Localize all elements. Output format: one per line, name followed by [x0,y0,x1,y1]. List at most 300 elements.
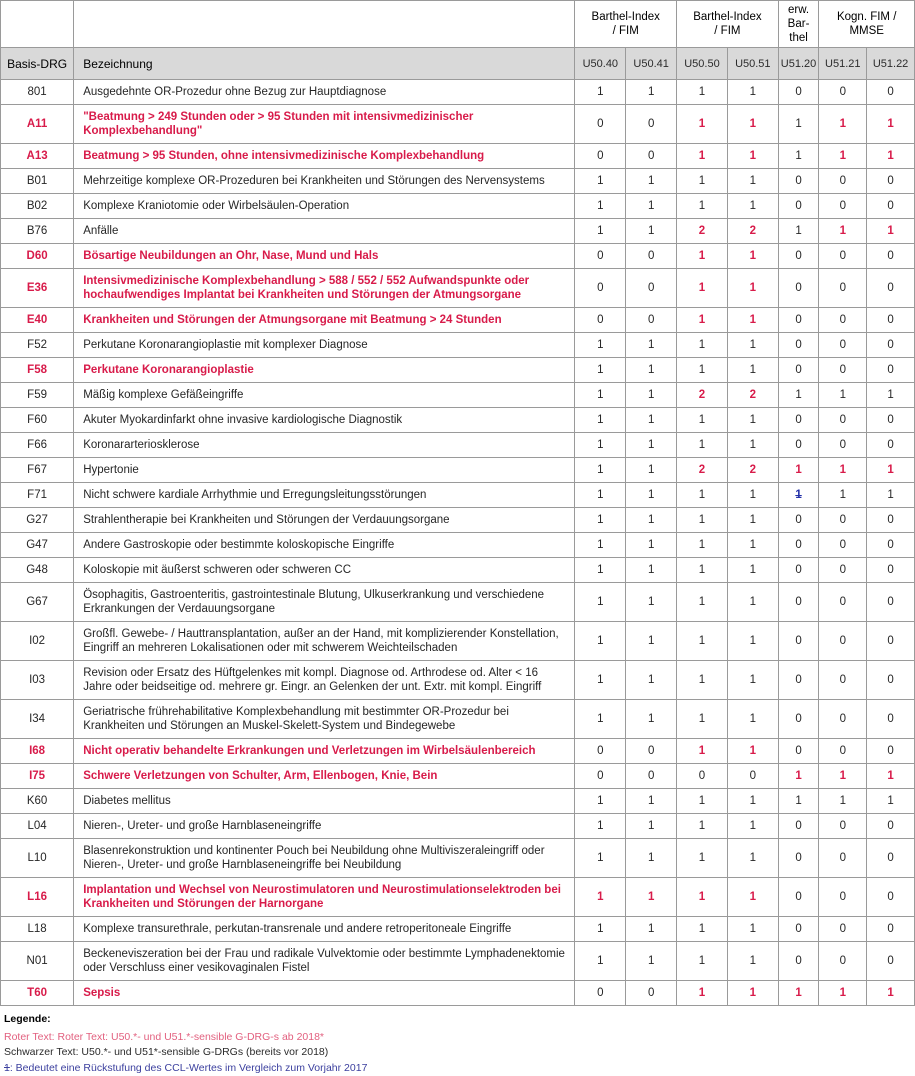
cell-value-U50.40: 1 [575,789,626,814]
cell-value-U50.50: 1 [677,408,728,433]
cell-value-U50.51: 1 [727,244,778,269]
cell-bezeichnung: Akuter Myokardinfarkt ohne invasive kardiologische Diagnostik [74,408,575,433]
cell-value-U51.21: 1 [819,219,867,244]
cell-value-U50.40: 0 [575,739,626,764]
cell-value-U50.51: 2 [727,219,778,244]
cell-value-U50.41: 1 [626,583,677,622]
cell-bezeichnung: Hypertonie [74,458,575,483]
header-group-barthel-1 [575,1,677,48]
cell-value-U51.20: 0 [778,333,819,358]
header-group-line: thel [780,31,818,45]
cell-value-U50.41: 1 [626,80,677,105]
cell-value-U51.20: 0 [778,508,819,533]
cell-value-U51.20: 1 [778,981,819,1006]
cell-value-U51.22: 1 [867,789,915,814]
cell-basis-drg: G48 [1,558,74,583]
cell-value-U50.41: 0 [626,739,677,764]
cell-value-U50.50: 1 [677,661,728,700]
cell-value-U51.21: 0 [819,308,867,333]
cell-value-U51.22: 1 [867,981,915,1006]
table-row [1,583,915,622]
cell-value-U51.22: 0 [867,583,915,622]
cell-value-U51.20: 0 [778,308,819,333]
cell-value-U50.40: 0 [575,244,626,269]
cell-value-U50.40: 0 [575,764,626,789]
table-row [1,789,915,814]
cell-value-U50.51: 1 [727,533,778,558]
cell-basis-drg: B01 [1,169,74,194]
cell-basis-drg: I02 [1,622,74,661]
cell-bezeichnung: Komplexe Kraniotomie oder Wirbelsäulen-Operation [74,194,575,219]
cell-value-U51.20: 1 [778,383,819,408]
cell-value-U50.51: 1 [727,308,778,333]
header-code-row [1,48,915,80]
cell-value-U51.20: 1 [778,458,819,483]
cell-value-U51.22: 0 [867,942,915,981]
cell-bezeichnung: Komplexe transurethrale, perkutan-transrenale und andere retroperitoneale Eingriffe [74,917,575,942]
cell-value-U50.51: 0 [727,764,778,789]
cell-value-U51.22: 1 [867,483,915,508]
cell-value-U50.41: 1 [626,622,677,661]
table-row [1,739,915,764]
cell-value-U50.51: 1 [727,358,778,383]
cell-value-U50.40: 1 [575,383,626,408]
cell-value-U51.20: 0 [778,80,819,105]
cell-basis-drg: I68 [1,739,74,764]
cell-bezeichnung: Blasenrekonstruktion und kontinenter Pouch bei Neubildung ohne Multiviszeraleingriff oder Nieren-, Ureter- und große Harnblaseneingriffe bei Neubildung [74,839,575,878]
table-head [1,1,915,80]
cell-value-U50.41: 1 [626,558,677,583]
header-group-line: MMSE [820,24,913,38]
cell-value-U50.51: 1 [727,942,778,981]
cell-value-U51.21: 1 [819,764,867,789]
table-row [1,622,915,661]
cell-value-U50.41: 1 [626,383,677,408]
cell-basis-drg: K60 [1,789,74,814]
cell-value-U51.21: 0 [819,700,867,739]
cell-value-U50.50: 2 [677,219,728,244]
legend-line-black: Schwarzer Text: U50.*- und U51*-sensible G-DRGs (bereits vor 2018) [4,1045,915,1061]
cell-value-U51.22: 0 [867,308,915,333]
cell-value-U50.50: 1 [677,583,728,622]
cell-bezeichnung: Andere Gastroskopie oder bestimmte koloskopische Eingriffe [74,533,575,558]
cell-value-U50.50: 1 [677,533,728,558]
cell-value-U50.50: 1 [677,194,728,219]
cell-bezeichnung: Sepsis [74,981,575,1006]
header-col-code-5: U51.21 [819,48,867,80]
table-row [1,244,915,269]
table-row [1,981,915,1006]
cell-basis-drg: L04 [1,814,74,839]
table-row [1,169,915,194]
cell-value-U51.20: 1 [778,144,819,169]
header-group-line: erw. [780,3,818,17]
cell-value-U51.22: 0 [867,661,915,700]
cell-value-U50.50: 1 [677,169,728,194]
legend [0,1012,915,1076]
cell-value-U51.22: 0 [867,433,915,458]
table-row [1,219,915,244]
header-group-kogn-fim-mmse [819,1,915,48]
cell-basis-drg: F52 [1,333,74,358]
table-row [1,878,915,917]
cell-value-U50.41: 0 [626,244,677,269]
cell-value-U51.21: 1 [819,789,867,814]
cell-value-U51.20: 0 [778,622,819,661]
cell-basis-drg: 801 [1,80,74,105]
cell-value-U50.41: 1 [626,408,677,433]
cell-value-U50.51: 1 [727,558,778,583]
cell-value-U50.40: 0 [575,981,626,1006]
table-row [1,814,915,839]
cell-value-U51.22: 0 [867,244,915,269]
cell-value-U50.40: 0 [575,269,626,308]
cell-value-U51.21: 0 [819,622,867,661]
cell-value-U50.40: 1 [575,458,626,483]
cell-bezeichnung: Bösartige Neubildungen an Ohr, Nase, Mund und Hals [74,244,575,269]
cell-value-U50.41: 1 [626,458,677,483]
cell-value-U51.20: 0 [778,269,819,308]
cell-value-U50.41: 1 [626,917,677,942]
cell-value-U50.41: 1 [626,661,677,700]
cell-basis-drg: T60 [1,981,74,1006]
cell-value-U51.22: 0 [867,269,915,308]
cell-value-U50.41: 1 [626,433,677,458]
table-row [1,558,915,583]
cell-value-U51.22: 0 [867,622,915,661]
header-col-code-2: U50.50 [677,48,728,80]
legend-line-blue [4,1061,915,1076]
cell-basis-drg: I34 [1,700,74,739]
cell-value-U50.51: 1 [727,483,778,508]
table-row [1,533,915,558]
cell-value-U50.51: 1 [727,622,778,661]
cell-value-U51.21: 1 [819,483,867,508]
cell-value-U50.50: 1 [677,789,728,814]
cell-bezeichnung: Koronararteriosklerose [74,433,575,458]
cell-value-U51.20: 0 [778,739,819,764]
table-row [1,483,915,508]
cell-value-U50.41: 1 [626,333,677,358]
cell-value-U51.20: 0 [778,408,819,433]
cell-value-U50.40: 1 [575,358,626,383]
cell-value-U50.50: 1 [677,244,728,269]
cell-value-U50.40: 1 [575,219,626,244]
cell-value-U50.40: 1 [575,700,626,739]
cell-value-U50.40: 1 [575,508,626,533]
cell-value-U50.50: 1 [677,105,728,144]
header-group-line: / FIM [576,24,675,38]
cell-value-U50.40: 1 [575,408,626,433]
table-row [1,458,915,483]
table-row [1,661,915,700]
table-row [1,194,915,219]
cell-value-U50.50: 1 [677,269,728,308]
cell-value-U51.21: 0 [819,739,867,764]
cell-value-U51.20: 0 [778,700,819,739]
cell-value-U51.21: 1 [819,383,867,408]
table-row [1,942,915,981]
cell-basis-drg: L16 [1,878,74,917]
cell-value-U50.41: 1 [626,219,677,244]
table-row [1,433,915,458]
header-group-barthel-2 [677,1,779,48]
header-col-code-1: U50.41 [626,48,677,80]
cell-value-U51.20: 1 [778,789,819,814]
cell-basis-drg: A13 [1,144,74,169]
cell-value-U51.21: 0 [819,508,867,533]
table-row [1,700,915,739]
cell-value-U50.41: 1 [626,789,677,814]
cell-value-U50.51: 1 [727,433,778,458]
cell-value-U51.21: 0 [819,583,867,622]
cell-basis-drg: F67 [1,458,74,483]
cell-value-U51.20: 0 [778,194,819,219]
header-group-line: Bar- [780,17,818,31]
cell-bezeichnung: Implantation und Wechsel von Neurostimulatoren und Neurostimulationselektroden bei Krankheiten und Störungen der Harnorgane [74,878,575,917]
cell-value-U50.41: 0 [626,308,677,333]
header-blank-drg [1,1,74,48]
cell-value-U51.22: 1 [867,458,915,483]
cell-value-U50.40: 1 [575,917,626,942]
header-col-code-0: U50.40 [575,48,626,80]
table-row [1,80,915,105]
cell-value-U50.41: 1 [626,700,677,739]
legend-title: Legende: [4,1012,915,1028]
cell-value-U50.41: 0 [626,144,677,169]
cell-bezeichnung: Schwere Verletzungen von Schulter, Arm, Ellenbogen, Knie, Bein [74,764,575,789]
cell-value-U50.50: 1 [677,308,728,333]
cell-value-U50.51: 1 [727,105,778,144]
cell-value-U50.41: 1 [626,508,677,533]
cell-value-U50.40: 1 [575,333,626,358]
cell-value-U50.41: 0 [626,764,677,789]
cell-value-U50.50: 1 [677,622,728,661]
cell-value-U51.21: 0 [819,269,867,308]
cell-value-U50.41: 1 [626,358,677,383]
cell-value-U51.21: 0 [819,408,867,433]
cell-value-U51.21: 0 [819,244,867,269]
cell-bezeichnung: Anfälle [74,219,575,244]
legend-blue-text: : Bedeutet eine Rückstufung des CCL-Wertes im Vergleich zum Vorjahr 2017 [10,1062,368,1074]
cell-value-U51.20: 0 [778,661,819,700]
cell-value-U51.22: 0 [867,358,915,383]
cell-bezeichnung: Nicht operativ behandelte Erkrankungen und Verletzungen im Wirbelsäulenbereich [74,739,575,764]
cell-value-U50.51: 1 [727,80,778,105]
cell-basis-drg: G27 [1,508,74,533]
cell-value-U50.50: 1 [677,878,728,917]
table-row [1,333,915,358]
cell-value-U50.50: 1 [677,558,728,583]
cell-value-U50.51: 1 [727,661,778,700]
cell-value-U51.21: 1 [819,144,867,169]
cell-value-U50.51: 1 [727,194,778,219]
cell-basis-drg: B02 [1,194,74,219]
cell-value-U50.51: 2 [727,383,778,408]
cell-value-U50.40: 1 [575,194,626,219]
cell-value-U50.50: 1 [677,839,728,878]
cell-value-U50.51: 1 [727,917,778,942]
cell-value-U50.50: 1 [677,508,728,533]
cell-value-U51.22: 0 [867,333,915,358]
cell-value-U51.21: 0 [819,533,867,558]
cell-value-U50.41: 1 [626,533,677,558]
cell-value-U50.50: 1 [677,942,728,981]
cell-value-U51.22: 1 [867,219,915,244]
cell-value-U50.50: 0 [677,764,728,789]
cell-value-U50.40: 1 [575,839,626,878]
cell-value-U51.20: 0 [778,583,819,622]
table-row [1,917,915,942]
cell-value-U51.20: 1 [778,219,819,244]
cell-value-U51.21: 1 [819,105,867,144]
cell-value-U50.41: 1 [626,814,677,839]
cell-value-U50.41: 1 [626,169,677,194]
cell-value-U51.22: 0 [867,917,915,942]
header-group-line: / FIM [678,24,777,38]
cell-bezeichnung: Perkutane Koronarangioplastie [74,358,575,383]
table-row [1,764,915,789]
cell-basis-drg: F60 [1,408,74,433]
cell-basis-drg: F71 [1,483,74,508]
cell-value-U50.40: 1 [575,80,626,105]
cell-value-U51.22: 1 [867,764,915,789]
cell-bezeichnung: Nieren-, Ureter- und große Harnblaseneingriffe [74,814,575,839]
table-row [1,144,915,169]
cell-bezeichnung: Beatmung > 95 Stunden, ohne intensivmedizinische Komplexbehandlung [74,144,575,169]
table-row [1,508,915,533]
cell-value-U51.21: 1 [819,981,867,1006]
cell-value-U50.51: 1 [727,169,778,194]
cell-value-U50.51: 1 [727,144,778,169]
cell-value-U50.40: 1 [575,533,626,558]
cell-value-U50.51: 1 [727,700,778,739]
header-group-line: Barthel-Index [678,10,777,24]
cell-bezeichnung: Mehrzeitige komplexe OR-Prozeduren bei Krankheiten und Störungen des Nervensystems [74,169,575,194]
cell-bezeichnung: Ausgedehnte OR-Prozedur ohne Bezug zur Hauptdiagnose [74,80,575,105]
cell-value-U50.51: 2 [727,458,778,483]
cell-bezeichnung: Diabetes mellitus [74,789,575,814]
cell-value-U51.20: 0 [778,433,819,458]
cell-basis-drg: L10 [1,839,74,878]
cell-basis-drg: F66 [1,433,74,458]
cell-value-U51.20: 0 [778,839,819,878]
cell-value-U50.51: 1 [727,333,778,358]
cell-value-U51.20: 0 [778,244,819,269]
cell-value-U51.22: 0 [867,80,915,105]
cell-basis-drg: G67 [1,583,74,622]
cell-value-U51.21: 1 [819,458,867,483]
cell-bezeichnung: "Beatmung > 249 Stunden oder > 95 Stunden mit intensivmedizinischer Komplexbehandlung" [74,105,575,144]
value-strikethrough: 1 [795,489,801,501]
cell-value-U51.21: 0 [819,558,867,583]
cell-value-U50.41: 1 [626,839,677,878]
cell-bezeichnung: Krankheiten und Störungen der Atmungsorgane mit Beatmung > 24 Stunden [74,308,575,333]
legend-line-red: Roter Text: Roter Text: U50.*- und U51.*-sensible G-DRG-s ab 2018* [4,1030,915,1046]
cell-value-U50.41: 1 [626,194,677,219]
cell-value-U51.22: 1 [867,144,915,169]
legend-strike-marker: 1 [4,1062,10,1074]
cell-value-U50.40: 1 [575,169,626,194]
cell-value-U51.20: 0 [778,169,819,194]
cell-value-U51.20: 0 [778,358,819,383]
cell-value-U51.20: 1 [778,105,819,144]
cell-value-U51.22: 1 [867,383,915,408]
header-group-erw-barthel [778,1,819,48]
table-row [1,269,915,308]
cell-bezeichnung: Strahlentherapie bei Krankheiten und Störungen der Verdauungsorgane [74,508,575,533]
cell-bezeichnung: Perkutane Koronarangioplastie mit komplexer Diagnose [74,333,575,358]
cell-value-U51.22: 0 [867,739,915,764]
cell-value-U50.50: 1 [677,483,728,508]
cell-value-U50.51: 1 [727,789,778,814]
cell-value-U51.20: 1 [778,764,819,789]
cell-bezeichnung: Beckeneviszeration bei der Frau und radikale Vulvektomie oder bestimmte Lymphadenektomie oder Verschluss einer vesikovaginalen Fistel [74,942,575,981]
cell-value-U51.22: 0 [867,194,915,219]
cell-value-U50.50: 1 [677,80,728,105]
cell-value-U50.41: 1 [626,483,677,508]
cell-value-U50.41: 0 [626,981,677,1006]
cell-value-U50.51: 1 [727,739,778,764]
cell-bezeichnung: Geriatrische frührehabilitative Komplexbehandlung mit bestimmter OR-Prozedur bei Krankheiten und Störungen an Muskel-Skelett-System und Bindegewebe [74,700,575,739]
cell-basis-drg: I03 [1,661,74,700]
table-row [1,105,915,144]
cell-value-U50.40: 1 [575,878,626,917]
cell-value-U51.22: 0 [867,558,915,583]
header-col-code-4: U51.20 [778,48,819,80]
header-col-code-6: U51.22 [867,48,915,80]
cell-value-U50.40: 1 [575,583,626,622]
cell-value-U51.22: 0 [867,878,915,917]
cell-value-U51.21: 0 [819,661,867,700]
table-body [1,80,915,1006]
table-row [1,408,915,433]
cell-value-U50.40: 1 [575,942,626,981]
cell-value-U50.50: 2 [677,383,728,408]
cell-value-U51.22: 0 [867,508,915,533]
cell-value-U50.40: 1 [575,661,626,700]
cell-basis-drg: E36 [1,269,74,308]
cell-value-U51.20: 0 [778,558,819,583]
cell-value-U50.50: 1 [677,739,728,764]
cell-value-U51.20: 0 [778,533,819,558]
cell-value-U51.21: 0 [819,169,867,194]
cell-value-U51.22: 0 [867,839,915,878]
header-col-bezeichnung: Bezeichnung [74,48,575,80]
cell-value-U50.51: 1 [727,583,778,622]
cell-value-U51.21: 0 [819,433,867,458]
cell-basis-drg: G47 [1,533,74,558]
cell-value-U51.22: 0 [867,700,915,739]
cell-value-U50.40: 0 [575,144,626,169]
cell-bezeichnung: Intensivmedizinische Komplexbehandlung > 588 / 552 / 552 Aufwandspunkte oder hochaufwendiges Implantat bei Krankheiten und Störungen der Atmungsorgane [74,269,575,308]
cell-value-U50.41: 1 [626,942,677,981]
cell-value-U50.50: 1 [677,358,728,383]
cell-value-U50.50: 2 [677,458,728,483]
table-row [1,358,915,383]
cell-value-U51.22: 0 [867,533,915,558]
cell-value-U50.40: 1 [575,814,626,839]
cell-value-U50.50: 1 [677,981,728,1006]
cell-value-U50.51: 1 [727,814,778,839]
cell-value-U50.50: 1 [677,814,728,839]
cell-value-U51.20: 0 [778,942,819,981]
cell-value-U51.21: 0 [819,942,867,981]
cell-basis-drg: I75 [1,764,74,789]
cell-basis-drg: E40 [1,308,74,333]
cell-basis-drg: L18 [1,917,74,942]
cell-value-U50.40: 1 [575,433,626,458]
